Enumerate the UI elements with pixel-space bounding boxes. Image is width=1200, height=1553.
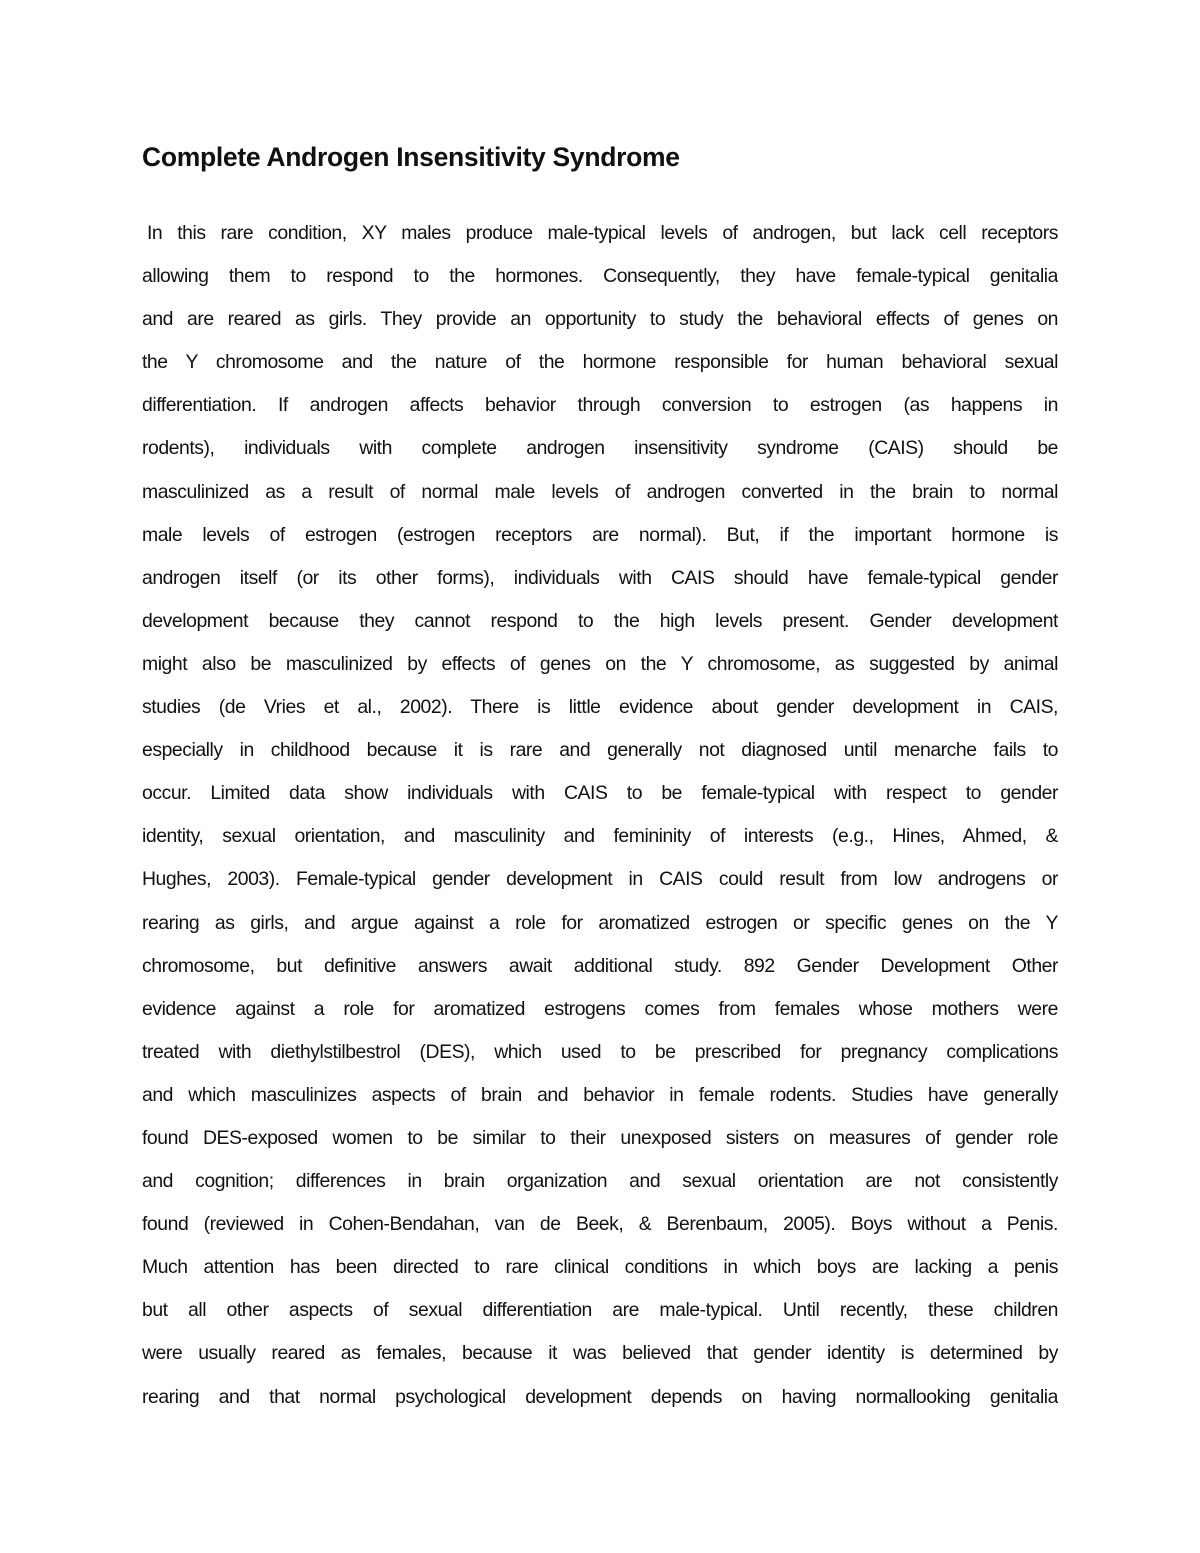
text-line: and which masculinizes aspects of brain and behavior in female rodents. Studies have generally bbox=[142, 1083, 1058, 1106]
text-line: and are reared as girls. They provide an opportunity to study the behavioral effects of genes on bbox=[142, 308, 1058, 331]
text-line: rearing and that normal psychological development depends on having normallooking genitalia bbox=[142, 1385, 1058, 1408]
text-line: rodents), individuals with complete androgen insensitivity syndrome (CAIS) should be bbox=[142, 437, 1058, 460]
text-line: found DES-exposed women to be similar to their unexposed sisters on measures of gender role bbox=[142, 1126, 1058, 1149]
text-line: chromosome, but definitive answers await additional study. 892 Gender Development Other bbox=[142, 954, 1058, 977]
text-line: male levels of estrogen (estrogen receptors are normal). But, if the important hormone is bbox=[142, 523, 1058, 546]
text-line: In this rare condition, XY males produce male-typical levels of androgen, but lack cell receptors bbox=[147, 222, 1058, 244]
body-paragraph bbox=[142, 212, 1058, 1419]
text-line: the Y chromosome and the nature of the hormone responsible for human behavioral sexual bbox=[142, 351, 1058, 374]
text-line: Hughes, 2003). Female-typical gender development in CAIS could result from low androgens or bbox=[142, 868, 1058, 891]
text-line: and cognition; differences in brain organization and sexual orientation are not consistently bbox=[142, 1170, 1058, 1193]
text-line: studies (de Vries et al., 2002). There is little evidence about gender development in CAIS, bbox=[142, 696, 1058, 719]
text-line: occur. Limited data show individuals with CAIS to be female-typical with respect to gender bbox=[142, 782, 1058, 805]
text-line: development because they cannot respond to the high levels present. Gender development bbox=[142, 609, 1058, 632]
text-line: identity, sexual orientation, and masculinity and femininity of interests (e.g., Hines, Ahmed, & bbox=[142, 825, 1058, 848]
text-line: might also be masculinized by effects of genes on the Y chromosome, as suggested by animal bbox=[142, 652, 1058, 675]
text-line: rearing as girls, and argue against a role for aromatized estrogen or specific genes on the Y bbox=[142, 911, 1058, 934]
text-line: allowing them to respond to the hormones. Consequently, they have female-typical genitalia bbox=[142, 265, 1058, 288]
text-line: especially in childhood because it is rare and generally not diagnosed until menarche fails to bbox=[142, 739, 1058, 762]
text-line: Much attention has been directed to rare clinical conditions in which boys are lacking a penis bbox=[142, 1256, 1058, 1279]
document-title: Complete Androgen Insensitivity Syndrome bbox=[142, 142, 680, 172]
text-line: but all other aspects of sexual differentiation are male-typical. Until recently, these children bbox=[142, 1299, 1058, 1322]
text-line: treated with diethylstilbestrol (DES), which used to be prescribed for pregnancy complications bbox=[142, 1040, 1058, 1063]
text-line: were usually reared as females, because it was believed that gender identity is determined by bbox=[142, 1342, 1058, 1365]
text-line: differentiation. If androgen affects behavior through conversion to estrogen (as happens in bbox=[142, 394, 1058, 417]
text-line: found (reviewed in Cohen-Bendahan, van de Beek, & Berenbaum, 2005). Boys without a Penis. bbox=[142, 1213, 1058, 1236]
text-line: androgen itself (or its other forms), individuals with CAIS should have female-typical gender bbox=[142, 566, 1058, 589]
text-line: masculinized as a result of normal male levels of androgen converted in the brain to normal bbox=[142, 480, 1058, 503]
text-line: evidence against a role for aromatized estrogens comes from females whose mothers were bbox=[142, 997, 1058, 1020]
